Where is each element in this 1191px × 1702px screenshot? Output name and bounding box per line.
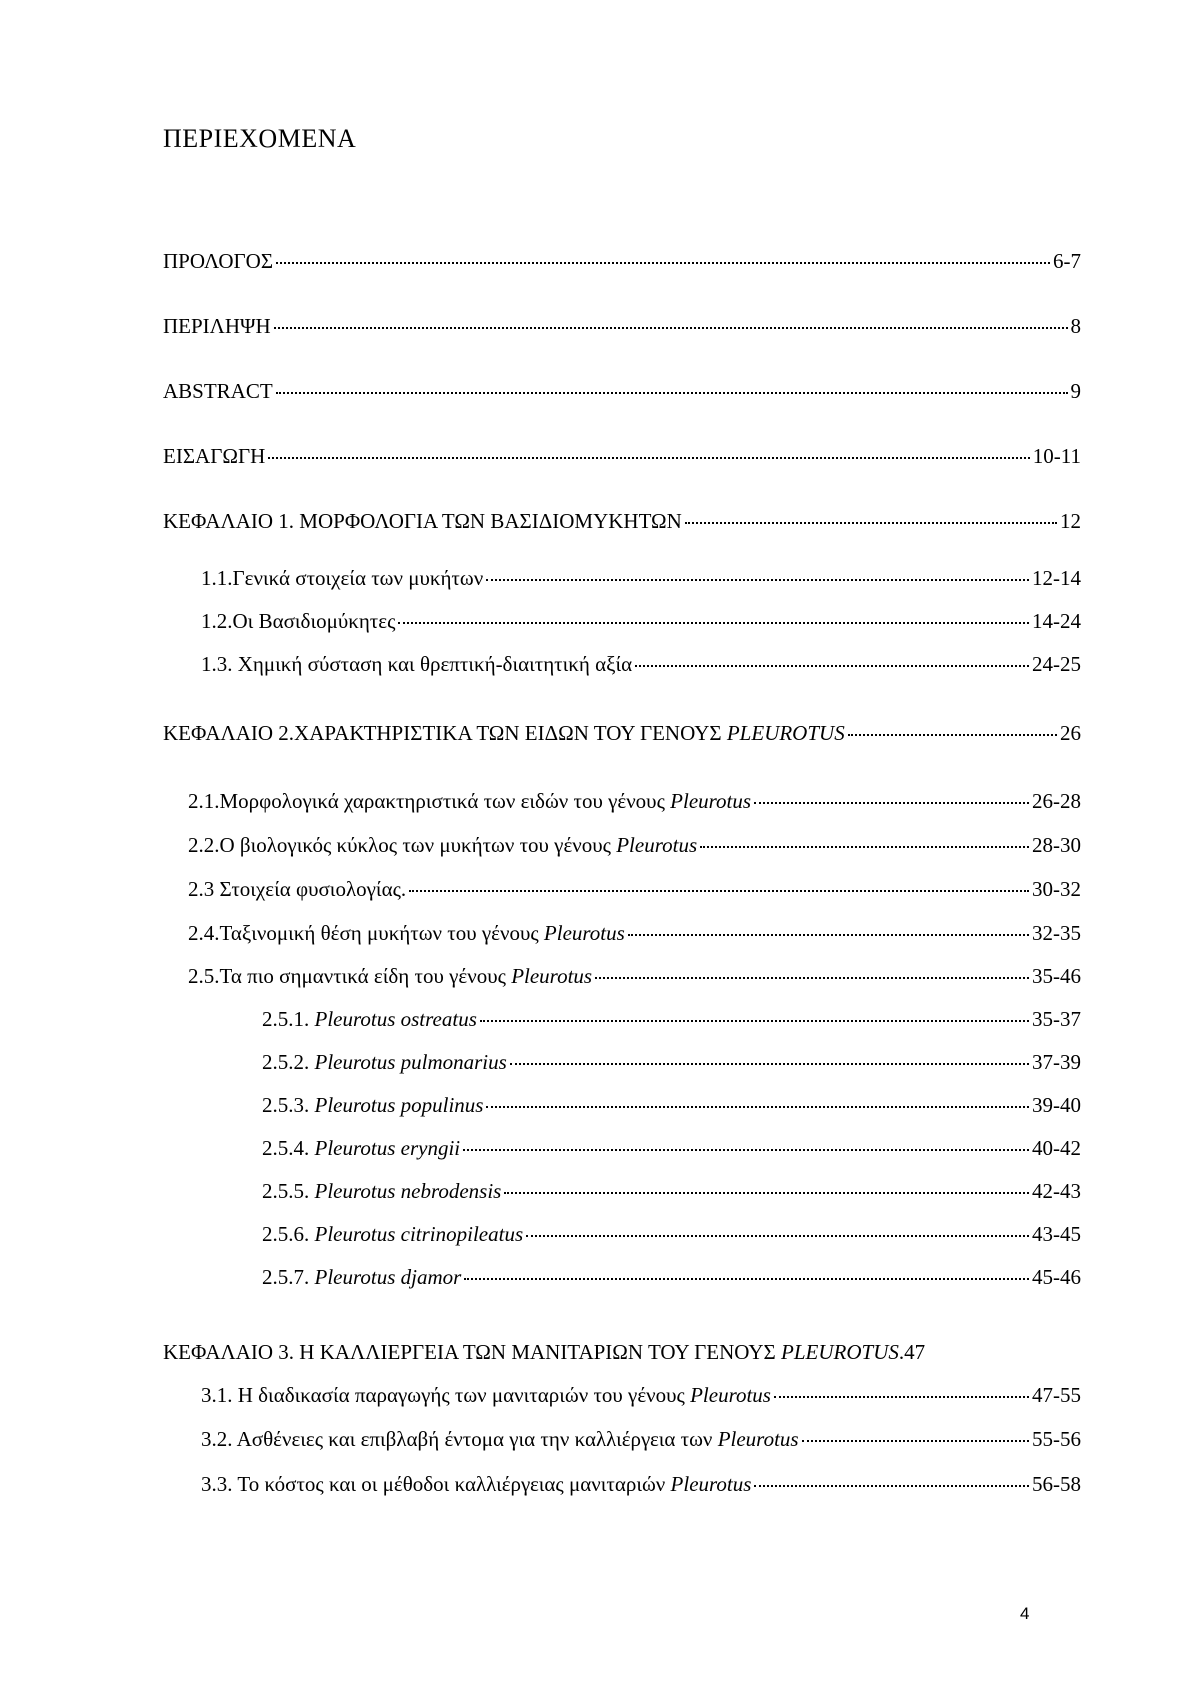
toc-entry [262,1264,1081,1290]
toc-entry [188,876,1081,902]
dot-leader [685,522,1057,524]
toc-entry-label [262,1049,507,1075]
toc-page-range: 35-37 [1032,1007,1081,1031]
toc-label-italic-part: Pleurotus [670,789,752,813]
toc-label-italic-part: Pleurotus citrinopileatus [314,1222,524,1246]
toc-entry-label [262,1178,501,1204]
toc-label-italic-part: Pleurotus [616,833,698,857]
toc-page-range: 39-40 [1032,1093,1081,1117]
toc-label-part: 2.5.3. [262,1093,315,1117]
toc-label-part: 2.4.Ταξινομική θέση μυκήτων του γένους [188,921,544,945]
toc-page-range: 28-30 [1032,833,1081,857]
toc-entry [201,1426,1081,1452]
toc-entry [163,443,1081,469]
toc-label-part: 2.5.1. [262,1007,315,1031]
dot-leader [409,890,1029,892]
dot-leader [774,1396,1029,1398]
page-number: 4 [1020,1604,1030,1623]
dot-leader [463,1149,1029,1151]
toc-entry [188,788,1081,814]
dot-leader [754,802,1029,804]
toc-entry-label [262,1264,461,1290]
toc-page-range: 43-45 [1032,1222,1081,1246]
toc-label-part: 2.5.6. [262,1222,315,1246]
toc-label-part: 3.3. Το κόστος και οι μέθοδοι καλλιέργειας μανιταριών [201,1472,671,1496]
toc-page-range: 14-24 [1032,609,1081,633]
toc-label-part: ΚΕΦΑΛΑΙΟ 2.ΧΑΡΑΚΤΗΡΙΣΤΙΚΑ ΤΩΝ ΕΙΔΩΝ ΤΟΥ ΓΕΝΟΥΣ [163,721,727,745]
dot-leader [464,1278,1029,1280]
toc-page-range: 30-32 [1032,877,1081,901]
toc-label-part: 2.5.4. [262,1136,315,1160]
toc-entry-label [262,1006,477,1032]
dot-leader [754,1485,1029,1487]
dot-leader [276,262,1050,264]
toc-label-part: ΠΕΡΙΛΗΨΗ [163,314,271,338]
toc-entry-label [163,313,271,339]
toc-label-part: 2.5.5. [262,1179,315,1203]
toc-entry [188,920,1081,946]
toc-page-range: 42-43 [1032,1179,1081,1203]
toc-label-part: 1.2.Οι Βασιδιομύκητες [201,609,396,633]
toc-entry [262,1006,1081,1032]
dot-leader [504,1192,1029,1194]
toc-entry-label [163,720,845,746]
toc-entry [201,565,1081,591]
toc-label-part: 2.1.Μορφολογικά χαρακτηριστικά των ειδών του γένους [188,789,671,813]
toc-entry-label [163,443,265,469]
dot-leader [802,1440,1029,1442]
toc-label-italic-part: Pleurotus populinus [314,1093,484,1117]
toc-page-range: 24-25 [1032,652,1081,676]
toc-label-italic-part: Pleurotus pulmonarius [314,1050,507,1074]
toc-entry-label [262,1092,483,1118]
toc-entry-label [201,1426,799,1452]
toc-entry [201,651,1081,677]
toc-label-italic-part: Pleurotus djamor [314,1265,462,1289]
toc-page-range: 45-46 [1032,1265,1081,1289]
toc-label-part: 2.3 Στοιχεία φυσιολογίας. [188,877,407,901]
dot-leader [276,392,1068,394]
toc-entry [262,1092,1081,1118]
toc-entry-label [188,788,751,814]
dot-leader [510,1063,1029,1065]
dot-leader [635,665,1029,667]
toc-page-range: 9 [1070,379,1081,403]
toc-page-range: 55-56 [1032,1427,1081,1451]
toc-label-part: 1.1.Γενικά στοιχεία των μυκήτων [201,566,484,590]
dot-leader [848,734,1057,736]
toc-entry [262,1221,1081,1247]
dot-leader [486,1106,1029,1108]
toc-entry [262,1049,1081,1075]
toc-page-range: 8 [1070,314,1081,338]
toc-page-range: 26-28 [1032,789,1081,813]
toc-entry-label [188,963,592,989]
toc-entry [163,378,1081,404]
dot-leader [398,622,1029,624]
toc-entry-label [163,1339,925,1365]
toc-entry-label [163,378,273,404]
toc-label-part: 2.5.Τα πιο σημαντικά είδη του γένους [188,964,512,988]
toc-page-range: 26 [1060,721,1081,745]
toc-entry-label [188,876,406,902]
toc-entry [163,248,1081,274]
toc-page-range: 37-39 [1032,1050,1081,1074]
toc-label-part: 3.2. Ασθένειες και επιβλαβή έντομα για την καλλιέργεια των [201,1427,718,1451]
toc-label-italic-part: Pleurotus [543,921,625,945]
dot-leader [700,846,1029,848]
toc-entry [163,1339,1081,1365]
dot-leader [526,1235,1029,1237]
toc-page-range: 56-58 [1032,1472,1081,1496]
toc-label-part: 2.2.Ο βιολογικός κύκλος των μυκήτων του γένους [188,833,617,857]
dot-leader [274,327,1068,329]
toc-entry-label [262,1221,523,1247]
toc-page-range: 6-7 [1053,249,1081,273]
toc-label-italic-part: PLEUROTUS [781,1340,899,1364]
toc-page-range: 35-46 [1032,964,1081,988]
toc-page-range: 10-11 [1032,444,1081,468]
toc-entry-label [201,1382,771,1408]
dot-leader [486,579,1029,581]
toc-entry-label [163,248,273,274]
toc-label-italic-part: Pleurotus [670,1472,752,1496]
toc-page-range: 47-55 [1032,1383,1081,1407]
toc-label-part: ABSTRACT [163,379,273,403]
toc-entry [201,1382,1081,1408]
toc-label-italic-part: PLEUROTUS [726,721,845,745]
toc-label-part: .47 [898,1340,926,1364]
toc-page-range: 32-35 [1032,921,1081,945]
toc-entry [163,508,1081,534]
toc-label-part: ΚΕΦΑΛΑΙΟ 3. Η ΚΑΛΛΙΕΡΓΕΙΑ ΤΩΝ ΜΑΝΙΤΑΡΙΩΝ ΤΟΥ ΓΕΝΟΥΣ [163,1340,782,1364]
toc-entry [163,313,1081,339]
toc-label-part: 2.5.7. [262,1265,315,1289]
toc-entry-label [201,565,483,591]
dot-leader [480,1020,1029,1022]
toc-label-italic-part: Pleurotus nebrodensis [314,1179,502,1203]
dot-leader [268,457,1030,459]
toc-label-part: ΠΡΟΛΟΓΟΣ [163,249,274,273]
page-title: ΠΕΡΙΕΧΟΜΕΝΑ [163,124,357,153]
toc-label-part: 2.5.2. [262,1050,315,1074]
toc-label-part: ΚΕΦΑΛΑΙΟ 1. ΜΟΡΦΟΛΟΓΙΑ ΤΩΝ ΒΑΣΙΔΙΟΜΥΚΗΤΩΝ [163,509,682,533]
toc-page-range: 40-42 [1032,1136,1081,1160]
toc-label-part: 1.3. Χημική σύσταση και θρεπτική-διαιτητική αξία [201,652,633,676]
toc-label-italic-part: Pleurotus [717,1427,799,1451]
dot-leader [628,934,1029,936]
toc-entry-label [201,651,632,677]
toc-label-part: 3.1. Η διαδικασία παραγωγής των μανιταριών του γένους [201,1383,691,1407]
toc-label-italic-part: Pleurotus [511,964,593,988]
toc-page-range: 12 [1060,509,1081,533]
toc-entry-label [188,832,697,858]
toc-entry [163,720,1081,746]
toc-label-italic-part: Pleurotus [690,1383,771,1407]
toc-entry-label [188,920,625,946]
toc-page-range: 12-14 [1032,566,1081,590]
toc-entry-label [262,1135,460,1161]
toc-entry [262,1178,1081,1204]
toc-entry [201,1471,1081,1497]
toc-label-italic-part: Pleurotus eryngii [314,1136,461,1160]
toc-entry [188,963,1081,989]
toc-entry-label [201,1471,751,1497]
dot-leader [595,977,1029,979]
toc-entry [188,832,1081,858]
toc-entry [201,608,1081,634]
toc-entry-label [201,608,395,634]
toc-entry [262,1135,1081,1161]
toc-label-italic-part: Pleurotus ostreatus [314,1007,477,1031]
toc-entry-label [163,508,682,534]
toc-label-part: ΕΙΣΑΓΩΓΗ [163,444,266,468]
